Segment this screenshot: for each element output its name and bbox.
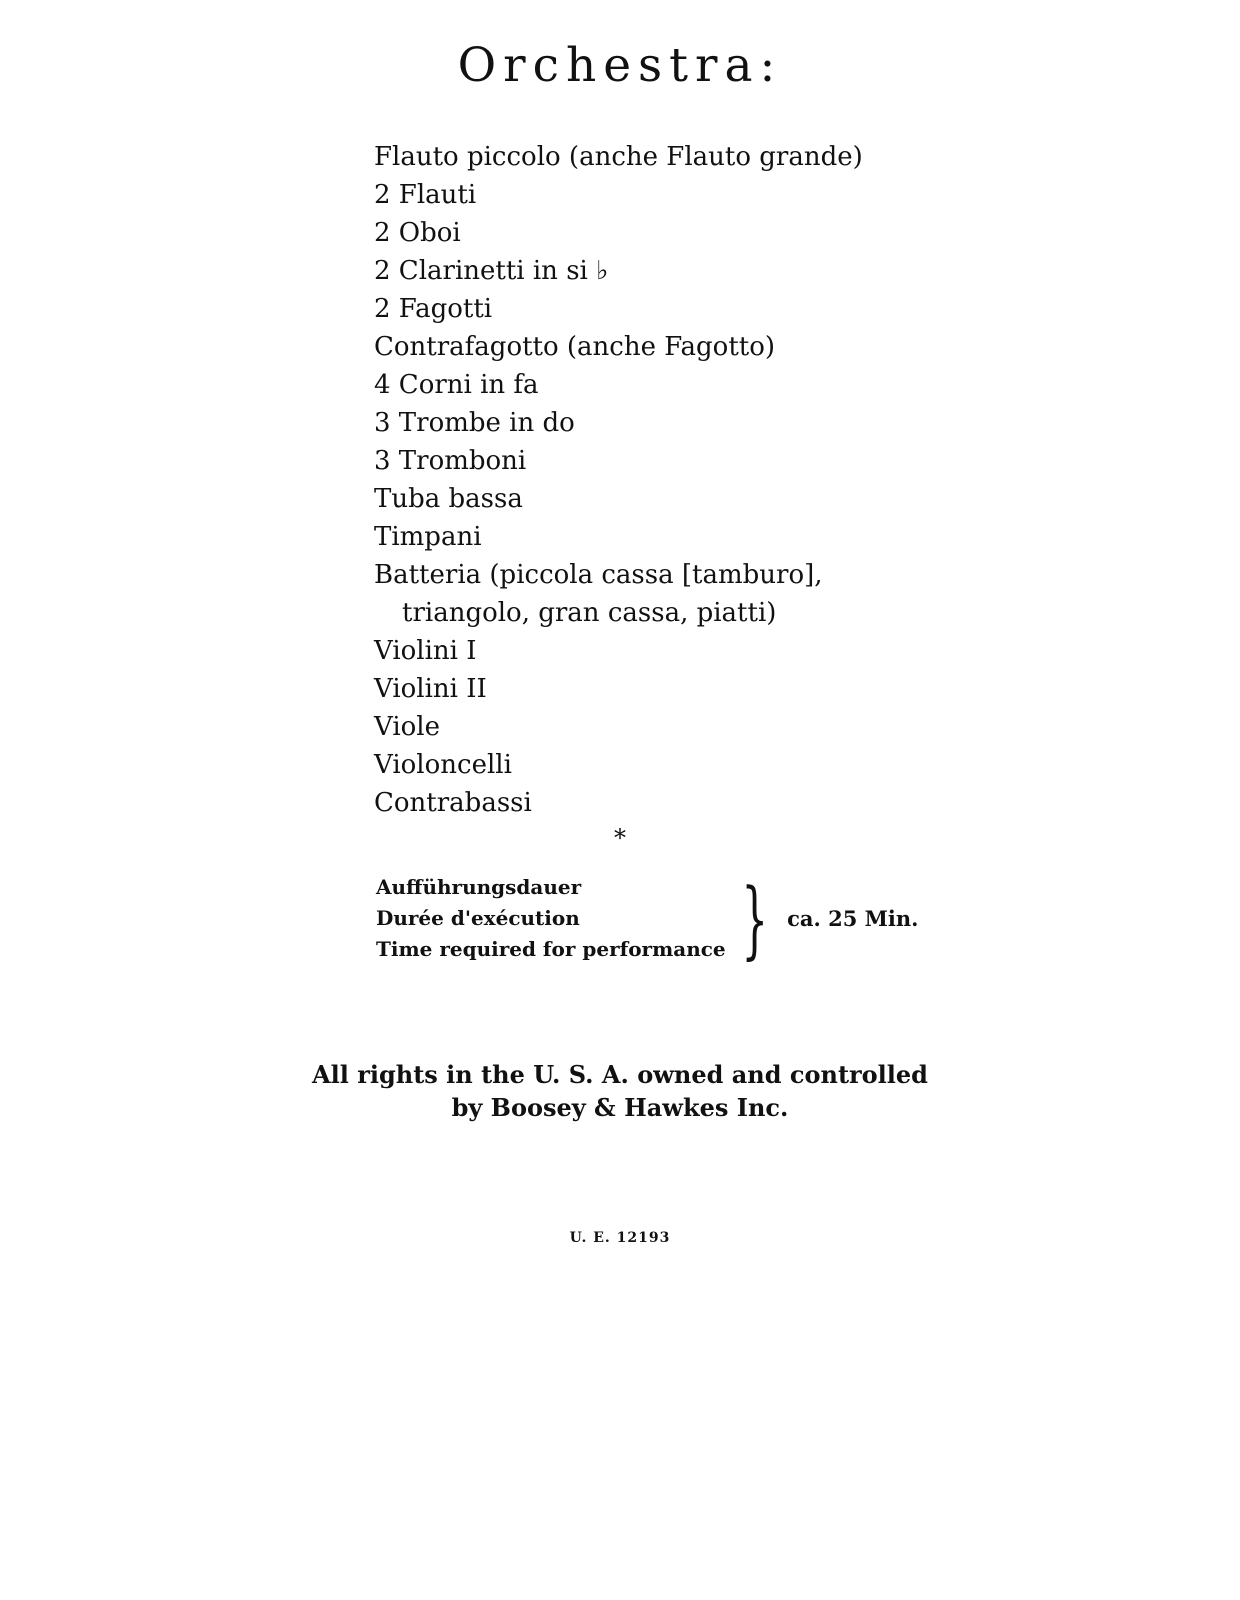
duration-value: ca. 25 Min. (787, 906, 919, 931)
instrument-item: 2 Clarinetti in si ♭ (374, 256, 609, 286)
instrument-item: Contrafagotto (anche Fagotto) (374, 332, 776, 362)
rights-line-1: All rights in the U. S. A. owned and controlled (312, 1060, 928, 1089)
instrument-item: 2 Oboi (374, 218, 461, 248)
rights-line-2: by Boosey & Hawkes Inc. (451, 1093, 789, 1122)
instrument-item: Violoncelli (374, 750, 512, 780)
brace-icon: } (741, 869, 768, 968)
instrument-item: Timpani (374, 522, 482, 552)
performance-duration (376, 869, 919, 968)
duration-labels (376, 872, 726, 965)
instrument-item: Viole (374, 712, 440, 742)
instrument-item: 3 Tromboni (374, 446, 527, 476)
rights-notice (0, 1058, 1240, 1124)
duration-label-english: Time required for performance (376, 937, 726, 961)
instrument-item: 2 Fagotti (374, 294, 493, 324)
instrument-item: Tuba bassa (374, 484, 523, 514)
asterisk-separator: * (614, 824, 626, 852)
instrument-item: 4 Corni in fa (374, 370, 539, 400)
instrument-item: 2 Flauti (374, 180, 477, 210)
instrument-item: Flauto piccolo (anche Flauto grande) (374, 142, 863, 172)
instrument-item: Violini I (374, 636, 477, 666)
instrument-item: Contrabassi (374, 788, 532, 818)
instrument-item: 3 Trombe in do (374, 408, 575, 438)
duration-label-german: Aufführungsdauer (376, 875, 582, 899)
instrument-item-continuation: triangolo, gran cassa, piatti) (402, 598, 777, 628)
catalog-number: U. E. 12193 (569, 1230, 671, 1246)
duration-label-french: Durée d'exécution (376, 906, 580, 930)
instrument-item: Batteria (piccola cassa [tamburo], (374, 560, 823, 590)
instrument-list (374, 138, 863, 822)
instrument-item: Violini II (374, 674, 487, 704)
page-title: Orchestra: (457, 38, 783, 93)
